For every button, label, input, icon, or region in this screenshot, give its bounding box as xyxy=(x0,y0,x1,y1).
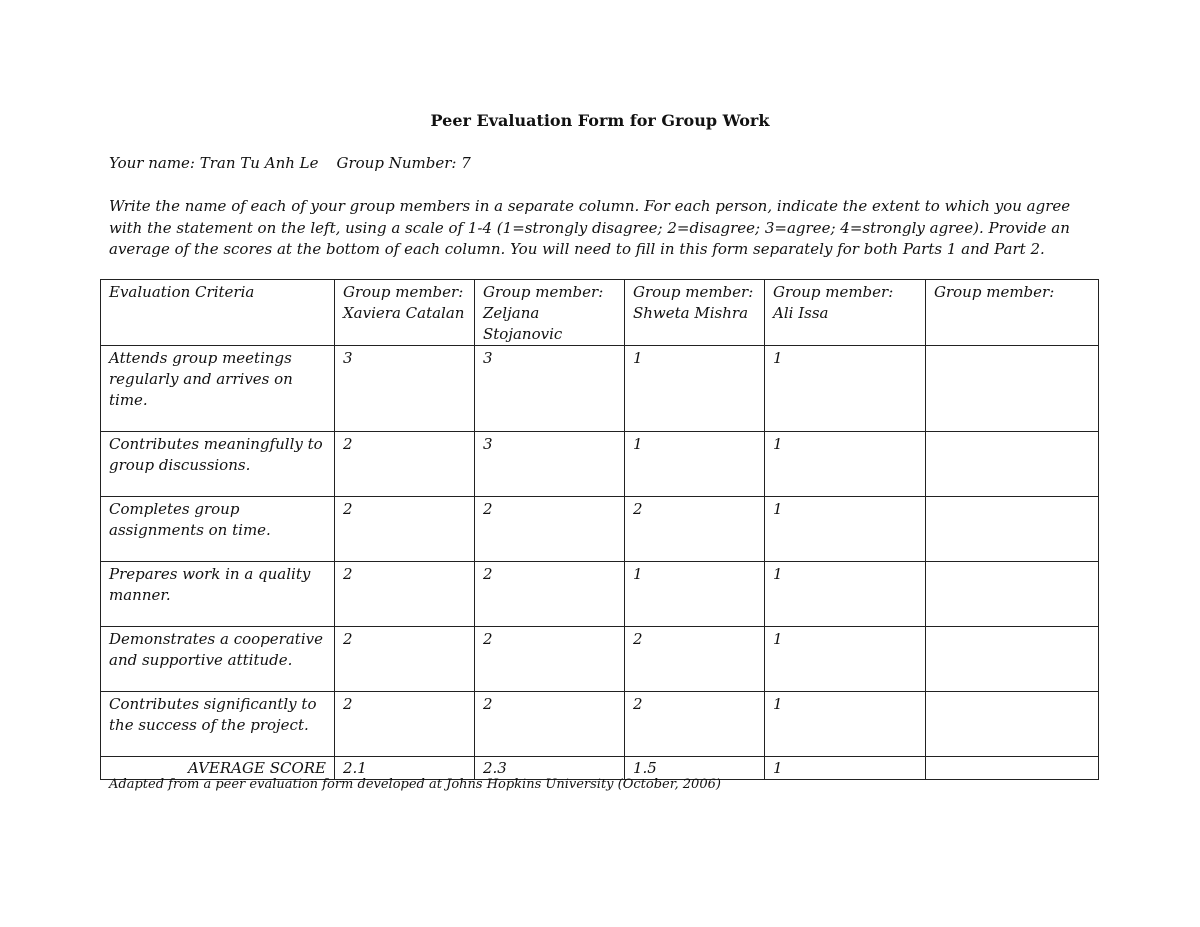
criterion-cell: Completes group assignments on time. xyxy=(101,497,335,562)
score-cell: 3 xyxy=(475,432,625,497)
average-score-cell: 1.5 xyxy=(625,757,765,780)
score-cell: 2 xyxy=(475,562,625,627)
score-cell xyxy=(926,692,1099,757)
criterion-cell: Contributes meaningfully to group discussions. xyxy=(101,432,335,497)
table-row xyxy=(101,346,1099,432)
score-cell: 1 xyxy=(625,346,765,432)
average-score-cell: 1 xyxy=(765,757,926,780)
score-cell: 1 xyxy=(765,497,926,562)
average-score-cell: 2.1 xyxy=(335,757,475,780)
score-cell: 1 xyxy=(765,692,926,757)
score-cell xyxy=(926,346,1099,432)
score-cell: 2 xyxy=(335,562,475,627)
score-cell: 2 xyxy=(625,692,765,757)
table-header-row xyxy=(101,280,1099,346)
score-cell: 1 xyxy=(625,432,765,497)
score-cell xyxy=(926,432,1099,497)
score-cell: 2 xyxy=(335,432,475,497)
table-row xyxy=(101,497,1099,562)
evaluation-table xyxy=(100,279,1099,780)
score-cell: 3 xyxy=(475,346,625,432)
page-title: Peer Evaluation Form for Group Work xyxy=(430,111,770,130)
score-cell: 1 xyxy=(765,346,926,432)
score-cell: 1 xyxy=(765,562,926,627)
name-line xyxy=(109,153,471,174)
table-row xyxy=(101,562,1099,627)
score-cell: 2 xyxy=(625,627,765,692)
score-cell: 3 xyxy=(335,346,475,432)
score-cell: 2 xyxy=(475,497,625,562)
table-row xyxy=(101,627,1099,692)
average-score-cell: 2.3 xyxy=(475,757,625,780)
table-row xyxy=(101,432,1099,497)
score-cell xyxy=(926,562,1099,627)
header-member-cell: Group member: Shweta Mishra xyxy=(625,280,765,346)
criterion-cell: Demonstrates a cooperative and supportive attitude. xyxy=(101,627,335,692)
average-score-cell xyxy=(926,757,1099,780)
score-cell: 2 xyxy=(335,497,475,562)
score-cell: 2 xyxy=(335,692,475,757)
your-name-text: Your name: Tran Tu Anh Le xyxy=(109,154,319,172)
header-member-cell: Group member: Xaviera Catalan xyxy=(335,280,475,346)
score-cell: 2 xyxy=(475,627,625,692)
score-cell: 2 xyxy=(625,497,765,562)
score-cell: 1 xyxy=(765,432,926,497)
header-member-cell: Group member: Ali Issa xyxy=(765,280,926,346)
source-footnote: Adapted from a peer evaluation form developed at Johns Hopkins University (October, 2006) xyxy=(109,777,721,792)
group-number-text: Group Number: 7 xyxy=(336,154,471,172)
table-row xyxy=(101,692,1099,757)
score-cell: 2 xyxy=(335,627,475,692)
header-criteria-cell: Evaluation Criteria xyxy=(101,280,335,346)
average-score-label: AVERAGE SCORE xyxy=(101,757,335,780)
header-member-cell: Group member: Zeljana Stojanovic xyxy=(475,280,625,346)
score-cell: 1 xyxy=(765,627,926,692)
score-cell xyxy=(926,497,1099,562)
score-cell xyxy=(926,627,1099,692)
criterion-cell: Prepares work in a quality manner. xyxy=(101,562,335,627)
instructions-paragraph: Write the name of each of your group members in a separate column. For each person, indicate the extent to which you agree with the statement on the left, using a scale of 1-4 (1=strongly disagree; 2=disagree; 3=agree; 4=strongly agree). Provide an average of the scores at the bottom of each column. You will need to fill in this form separately for both Parts 1 and Part 2. xyxy=(109,197,1071,258)
criterion-cell: Contributes significantly to the success of the project. xyxy=(101,692,335,757)
score-cell: 1 xyxy=(625,562,765,627)
score-cell: 2 xyxy=(475,692,625,757)
header-member-cell: Group member: xyxy=(926,280,1099,346)
criterion-cell: Attends group meetings regularly and arrives on time. xyxy=(101,346,335,432)
